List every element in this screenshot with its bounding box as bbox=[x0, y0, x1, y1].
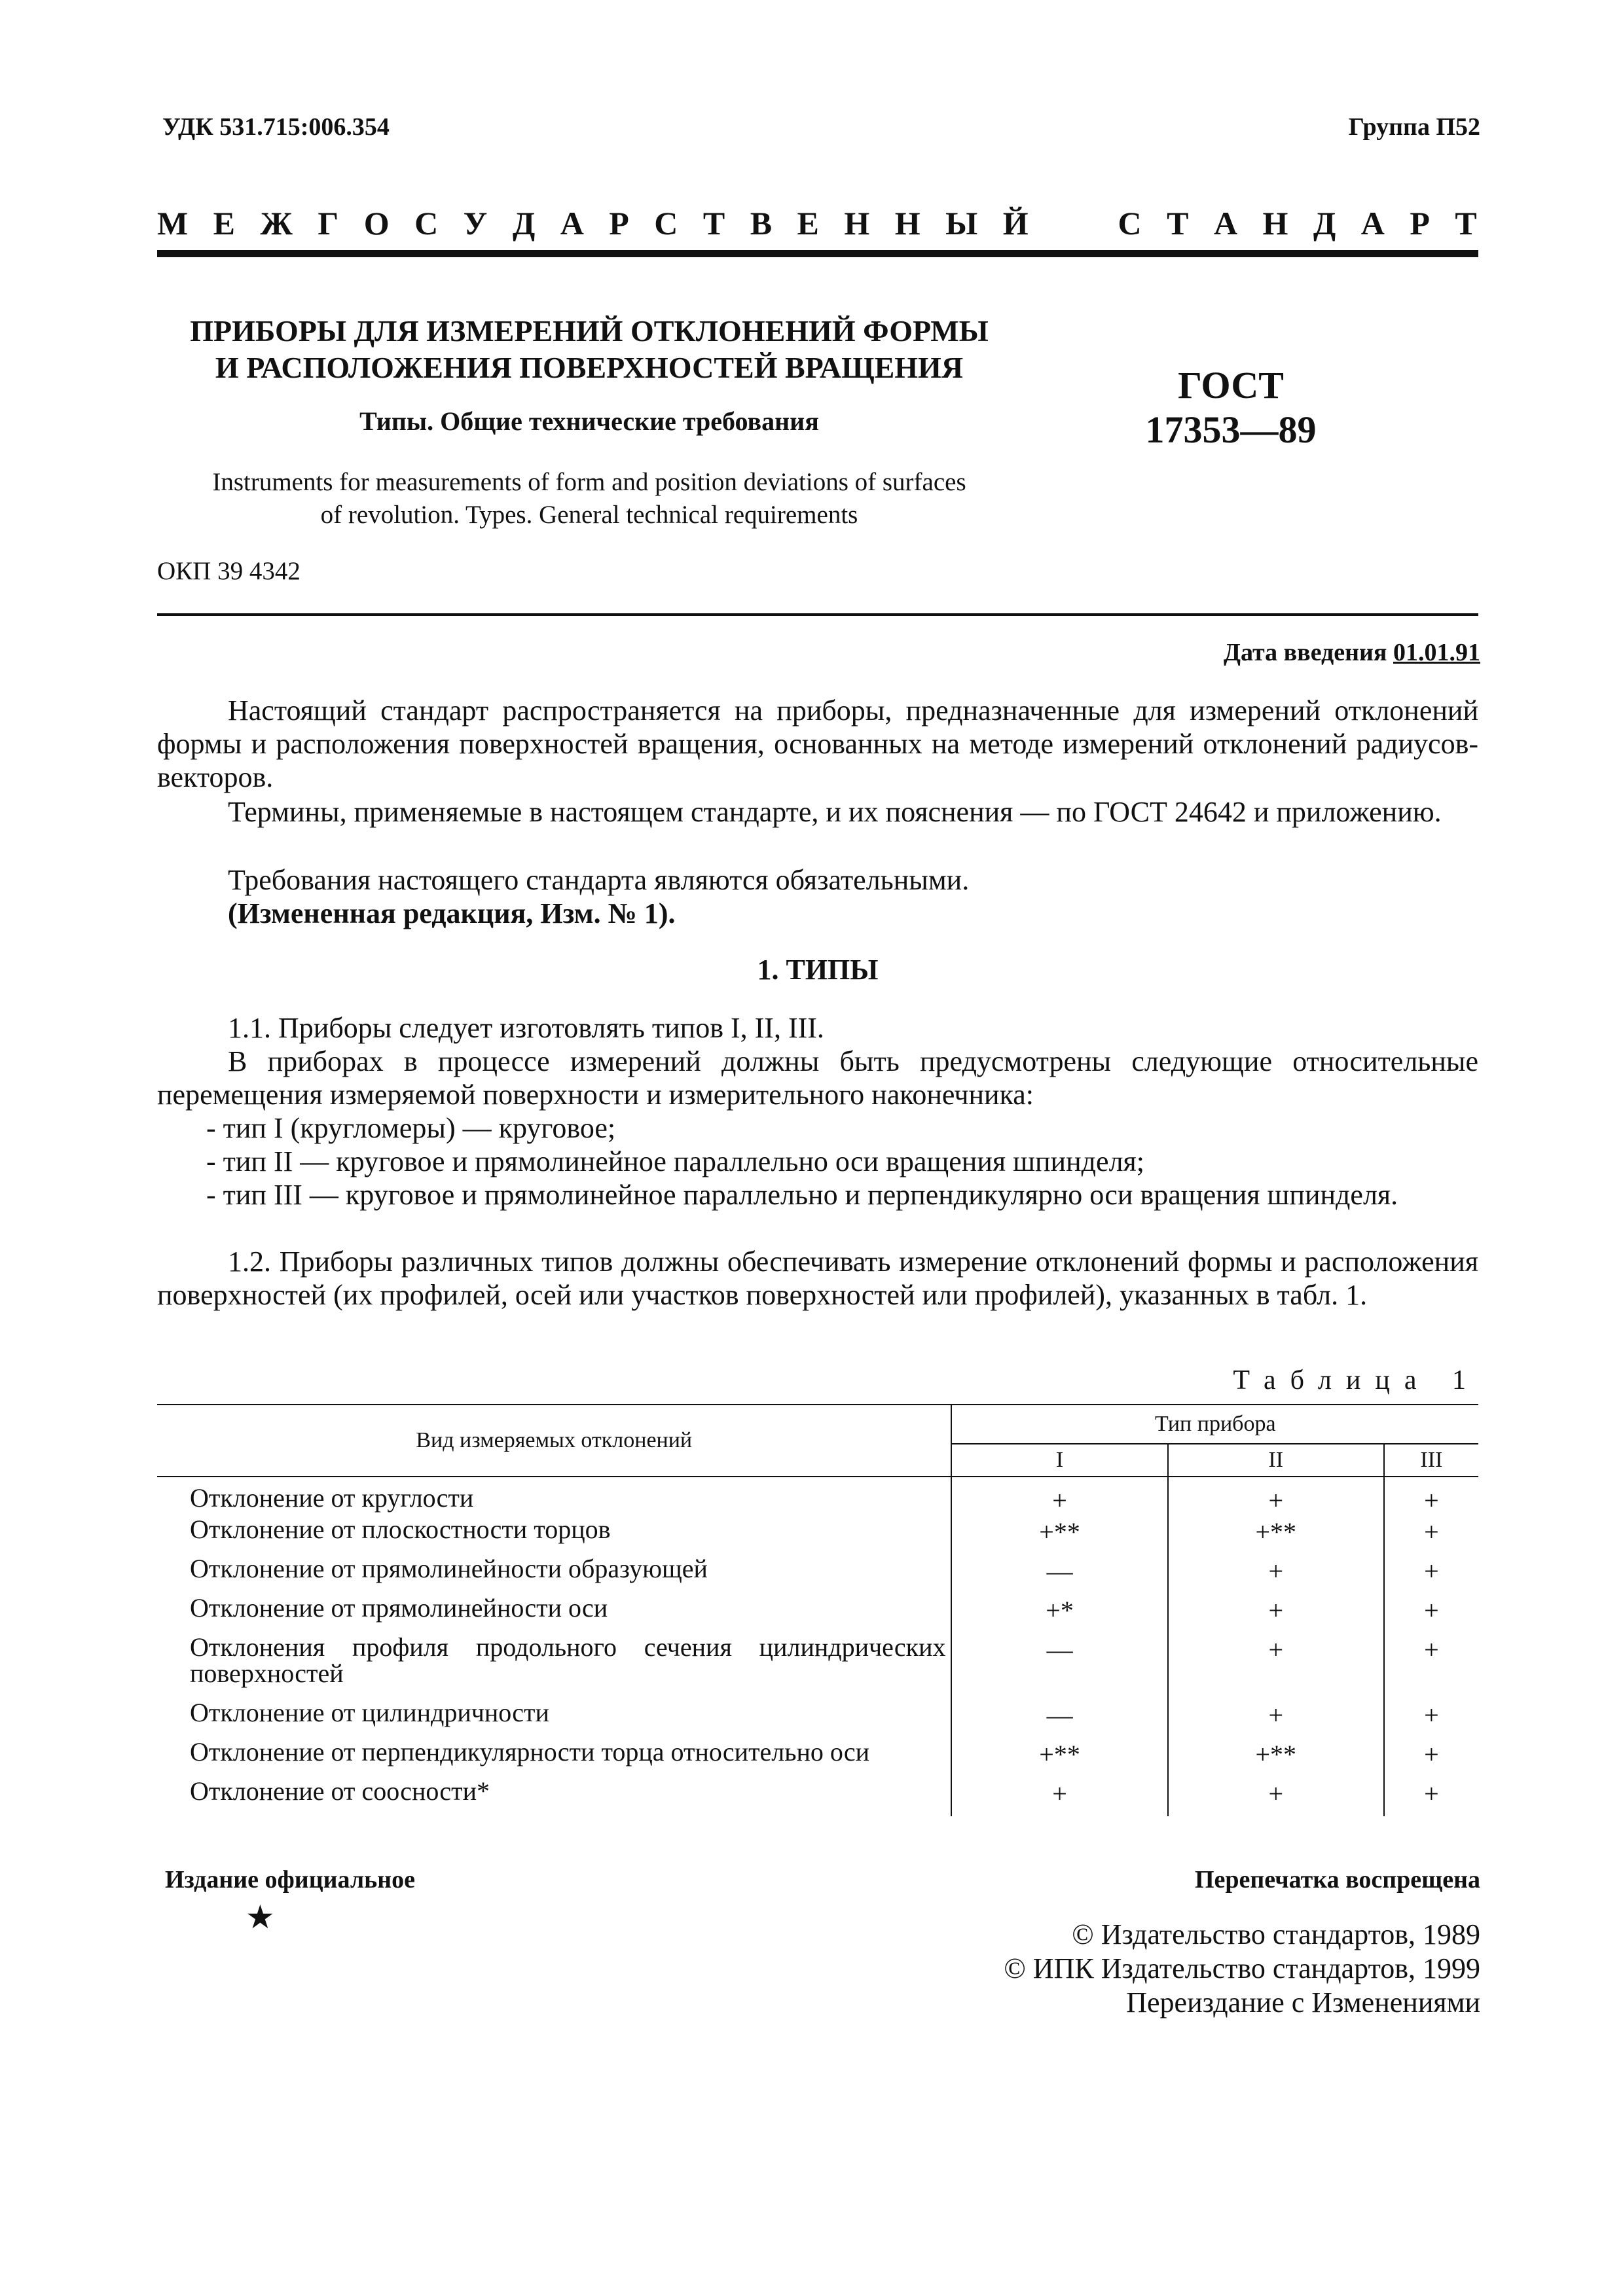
type-3-mark: + bbox=[1424, 1517, 1439, 1547]
banner-letter: О bbox=[363, 205, 390, 242]
table-row bbox=[157, 1778, 1478, 1816]
banner-letter: С bbox=[1118, 205, 1142, 242]
banner-letter: Р bbox=[1410, 205, 1430, 242]
deviation-name: Отклонение от прямолинейности оси bbox=[157, 1595, 951, 1634]
banner-letter: Г bbox=[318, 205, 339, 242]
banner-letter: Т bbox=[1167, 205, 1189, 242]
type-2-mark: + bbox=[1168, 1700, 1384, 1739]
type-2-mark: + bbox=[1168, 1556, 1384, 1595]
reissue-note: Переиздание с Изменениями bbox=[1126, 1986, 1480, 2018]
deviation-name: Отклонение от круглости bbox=[157, 1477, 951, 1516]
banner-letter: Е bbox=[797, 205, 819, 242]
okp-code: ОКП 39 4342 bbox=[157, 557, 301, 585]
banner-letter: В bbox=[750, 205, 773, 242]
banner-letter: М bbox=[157, 205, 189, 242]
banner-letter: У bbox=[463, 205, 488, 242]
table-row bbox=[157, 1700, 1478, 1739]
banner-letter: Д bbox=[512, 205, 536, 242]
table-header-device-type: Тип прибора bbox=[951, 1405, 1478, 1444]
type-3-mark: + bbox=[1424, 1779, 1439, 1808]
star-icon: ★ bbox=[246, 1899, 275, 1935]
type-1-mark: — bbox=[951, 1700, 1167, 1739]
deviation-name: Отклонение от цилиндричности bbox=[157, 1700, 951, 1739]
type-2-mark: + bbox=[1168, 1778, 1384, 1816]
gost-number: 17353—89 bbox=[1145, 408, 1317, 451]
english-title bbox=[157, 466, 1021, 531]
list-item-type-3: - тип III — круговое и прямолинейное параллельно и перпендикулярно оси вращения шпинделя. bbox=[206, 1179, 1398, 1211]
banner-letter: С bbox=[414, 205, 439, 242]
paragraph-amendment: (Измененная редакция, Изм. № 1). bbox=[228, 897, 676, 929]
banner-letter: Й bbox=[1002, 205, 1029, 242]
deviation-types-table bbox=[157, 1404, 1478, 1816]
type-3-mark: + bbox=[1424, 1740, 1439, 1769]
deviation-name: Отклонение от плоскостности торцов bbox=[157, 1516, 951, 1556]
copyright-line-2: © ИПК Издательство стандартов, 1999 bbox=[1004, 1952, 1480, 1984]
table-header-type-3: III bbox=[1384, 1444, 1478, 1477]
banner-letter: Н bbox=[844, 205, 870, 242]
table-row bbox=[157, 1477, 1478, 1516]
banner-letter: Н bbox=[894, 205, 921, 242]
interstate-standard-banner bbox=[157, 204, 1477, 242]
english-title-line-2: of revolution. Types. General technical requirements bbox=[320, 501, 858, 529]
banner-letter: Д bbox=[1313, 205, 1336, 242]
type-3-mark: + bbox=[1424, 1700, 1439, 1730]
banner-letter: Е bbox=[213, 205, 236, 242]
type-1-mark: + bbox=[951, 1477, 1167, 1516]
reprint-prohibited: Перепечатка воспрещена bbox=[1194, 1866, 1480, 1893]
type-2-mark: +** bbox=[1168, 1739, 1384, 1778]
list-item-type-1: - тип I (кругломеры) — круговое; bbox=[206, 1112, 616, 1144]
document-subtitle: Типы. Общие технические требования bbox=[359, 406, 819, 436]
clause-1-2: 1.2. Приборы различных типов должны обеспечивать измерение отклонений формы и расположения поверхностей (их профилей, осей или участков поверхностей или профилей), указанных в табл. 1. bbox=[157, 1246, 1478, 1311]
top-rule bbox=[157, 250, 1478, 257]
intro-date-value: 01.01.91 bbox=[1393, 639, 1480, 666]
type-2-mark: + bbox=[1168, 1477, 1384, 1516]
type-3-mark: + bbox=[1424, 1556, 1439, 1586]
gost-designation bbox=[1100, 363, 1362, 452]
type-1-mark: +* bbox=[951, 1595, 1167, 1634]
table-header-deviation: Вид измеряемых отклонений bbox=[157, 1405, 951, 1477]
udc-code: УДК 531.715:006.354 bbox=[162, 113, 390, 141]
table-row bbox=[157, 1634, 1478, 1700]
middle-rule bbox=[157, 613, 1478, 616]
table-row bbox=[157, 1556, 1478, 1595]
paragraph-movements: В приборах в процессе измерений должны быть предусмотрены следующие относительные перемещения измеряемой поверхности и измерительного наконечника: bbox=[157, 1045, 1478, 1111]
document-title bbox=[157, 313, 1021, 386]
deviation-name: Отклонение от прямолинейности образующей bbox=[157, 1556, 951, 1595]
type-1-mark: +** bbox=[951, 1739, 1167, 1778]
clause-1-1: 1.1. Приборы следует изготовлять типов I, II, III. bbox=[228, 1012, 824, 1044]
banner-letter: А bbox=[560, 205, 584, 242]
banner-letter: Т bbox=[702, 205, 725, 242]
official-edition: Издание официальное bbox=[165, 1866, 416, 1893]
introduction-date bbox=[1224, 638, 1480, 667]
english-title-line-1: Instruments for measurements of form and position deviations of surfaces bbox=[212, 468, 966, 496]
copyright-block bbox=[1004, 1918, 1480, 2020]
type-2-mark: +** bbox=[1168, 1516, 1384, 1556]
group-code: Группа П52 bbox=[1348, 113, 1480, 141]
type-3-mark: + bbox=[1424, 1635, 1439, 1664]
copyright-line-1: © Издательство стандартов, 1989 bbox=[1072, 1918, 1480, 1950]
type-1-mark: — bbox=[951, 1634, 1167, 1700]
type-2-mark: + bbox=[1168, 1595, 1384, 1634]
intro-date-label: Дата введения bbox=[1223, 639, 1393, 666]
type-3-mark: + bbox=[1424, 1486, 1439, 1515]
deviation-name: Отклонение от перпендикулярности торца относительно оси bbox=[157, 1739, 951, 1778]
table-row bbox=[157, 1516, 1478, 1556]
type-1-mark: + bbox=[951, 1778, 1167, 1816]
paragraph-scope: Настоящий стандарт распространяется на приборы, предназначенные для измерений отклонений формы и расположения поверхностей вращения, основанных на методе измерений отклонений радиусов-векторов. bbox=[157, 694, 1478, 793]
table-row bbox=[157, 1739, 1478, 1778]
table-header-type-1: I bbox=[951, 1444, 1167, 1477]
type-3-mark: + bbox=[1424, 1596, 1439, 1625]
type-2-mark: + bbox=[1168, 1634, 1384, 1700]
banner-word-gap bbox=[1053, 204, 1093, 242]
table-row bbox=[157, 1595, 1478, 1634]
gost-label: ГОСТ bbox=[1178, 364, 1284, 406]
title-line-1: ПРИБОРЫ ДЛЯ ИЗМЕРЕНИЙ ОТКЛОНЕНИЙ ФОРМЫ bbox=[190, 314, 989, 348]
deviation-name: Отклонение от соосности* bbox=[157, 1778, 951, 1816]
paragraph-mandatory: Требования настоящего стандарта являются обязательными. bbox=[228, 864, 970, 896]
banner-letter: Ж bbox=[260, 205, 293, 242]
banner-letter: Ы bbox=[945, 205, 978, 242]
banner-letter: С bbox=[654, 205, 678, 242]
table-header-type-2: II bbox=[1168, 1444, 1384, 1477]
table-caption: Таблица 1 bbox=[1233, 1365, 1480, 1395]
type-1-mark: +** bbox=[951, 1516, 1167, 1556]
type-1-mark: — bbox=[951, 1556, 1167, 1595]
deviation-name: Отклонения профиля продольного сечения цилиндрических поверхностей bbox=[157, 1634, 951, 1700]
banner-letter: Т bbox=[1455, 205, 1477, 242]
banner-letter: Р bbox=[609, 205, 629, 242]
paragraph-terms: Термины, применяемые в настоящем стандарте, и их пояснения — по ГОСТ 24642 и приложению. bbox=[228, 796, 1442, 828]
title-line-2: И РАСПОЛОЖЕНИЯ ПОВЕРХНОСТЕЙ ВРАЩЕНИЯ bbox=[215, 351, 964, 384]
banner-letter: А bbox=[1213, 205, 1238, 242]
banner-letter: А bbox=[1360, 205, 1385, 242]
banner-letter: Н bbox=[1262, 205, 1288, 242]
section-heading: 1. ТИПЫ bbox=[757, 954, 879, 986]
list-item-type-2: - тип II — круговое и прямолинейное параллельно оси вращения шпинделя; bbox=[206, 1145, 1144, 1177]
